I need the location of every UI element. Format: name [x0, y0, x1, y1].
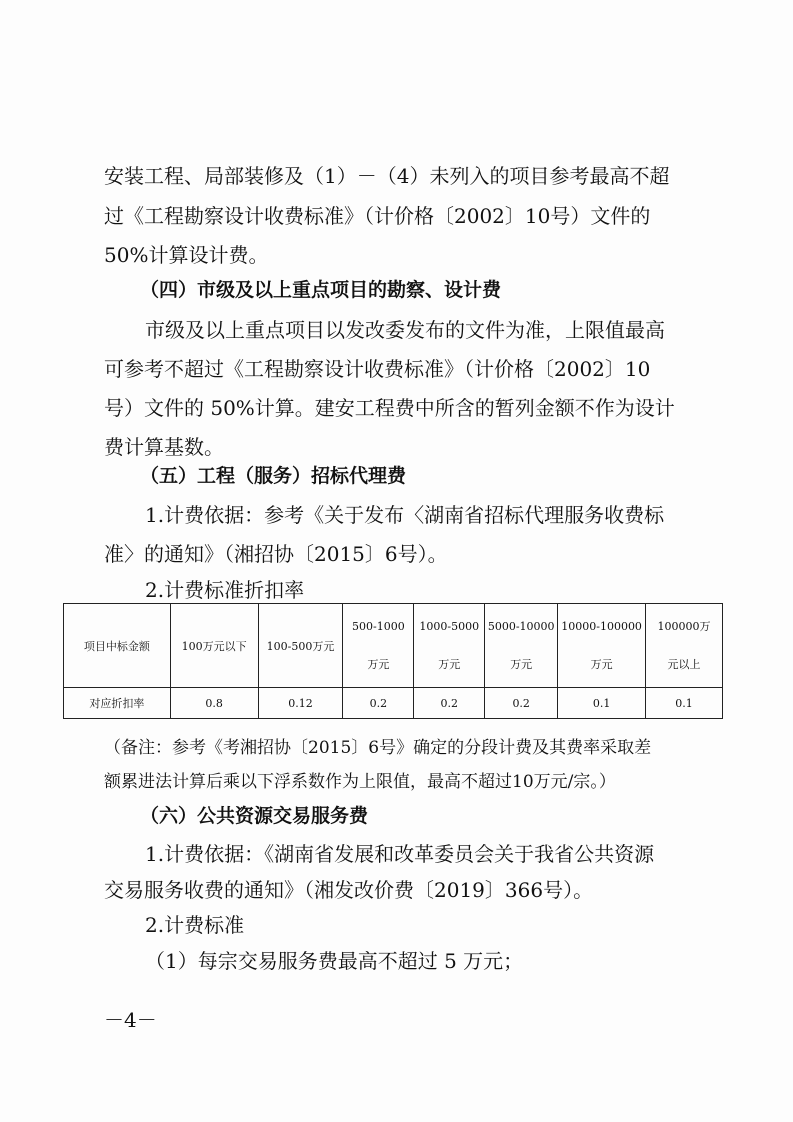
paragraph-line: 过《工程勘察设计收费标准》（计价格〔2002〕10号）文件的	[104, 204, 651, 228]
table-cell: 0.2	[414, 688, 485, 719]
table-header-cell: 100000万 元以上	[646, 604, 723, 688]
table-header-cell: 500-1000 万元	[343, 604, 414, 688]
table-header-cell: 1000-5000 万元	[414, 604, 485, 688]
table-header-cell: 100-500万元	[258, 604, 343, 688]
paragraph-line: 费计算基数。	[104, 435, 224, 459]
table-cell: 0.1	[646, 688, 723, 719]
table-cell: 0.2	[485, 688, 558, 719]
paragraph-line: 50%计算设计费。	[104, 243, 269, 267]
table-header-cell: 项目中标金额	[64, 604, 171, 688]
table-note-line: （备注：参考《考湘招协〔2015〕6号》确定的分段计费及其费率采取差	[104, 738, 652, 758]
paragraph-line: （1）每宗交易服务费最高不超过 5 万元；	[145, 949, 524, 973]
paragraph-line: 号）文件的 50%计算。建安工程费中所含的暂列金额不作为设计	[104, 396, 675, 420]
discount-rate-table	[63, 603, 723, 719]
section-heading-6: （六）公共资源交易服务费	[140, 805, 369, 827]
paragraph-line: 准〉的通知》（湘招协〔2015〕6号）。	[104, 542, 448, 566]
table-header-cell: 100万元以下	[170, 604, 258, 688]
paragraph-line: 可参考不超过《工程勘察设计收费标准》（计价格〔2002〕10	[104, 357, 651, 381]
table-header-cell: 10000-100000 万元	[558, 604, 646, 688]
table-cell: 0.2	[343, 688, 414, 719]
page-number: －4－	[104, 1008, 157, 1032]
paragraph-line: 交易服务收费的通知》（湘发改价费〔2019〕366号）。	[104, 878, 594, 902]
table-row	[64, 688, 723, 719]
table-cell: 0.1	[558, 688, 646, 719]
section-heading-4: （四）市级及以上重点项目的勘察、设计费	[140, 279, 502, 301]
paragraph-line: 1.计费依据：《湖南省发展和改革委员会关于我省公共资源	[145, 842, 655, 866]
section-heading-5: （五）工程（服务）招标代理费	[140, 465, 407, 487]
table-note-line: 额累进法计算后乘以下浮系数作为上限值，最高不超过10万元/宗。）	[104, 772, 616, 792]
table-cell: 0.8	[170, 688, 258, 719]
table-header-cell: 5000-10000 万元	[485, 604, 558, 688]
table-cell: 0.12	[258, 688, 343, 719]
paragraph-line: 安装工程、局部装修及（1）－（4）未列入的项目参考最高不超	[104, 164, 670, 188]
paragraph-line: 2.计费标准	[145, 913, 245, 937]
table-header-row	[64, 604, 723, 688]
paragraph-line: 1.计费依据：参考《关于发布〈湖南省招标代理服务收费标	[145, 503, 665, 527]
paragraph-line: 2.计费标准折扣率	[145, 578, 305, 602]
paragraph-line: 市级及以上重点项目以发改委发布的文件为准，上限值最高	[145, 318, 665, 342]
table-row-label: 对应折扣率	[64, 688, 171, 719]
